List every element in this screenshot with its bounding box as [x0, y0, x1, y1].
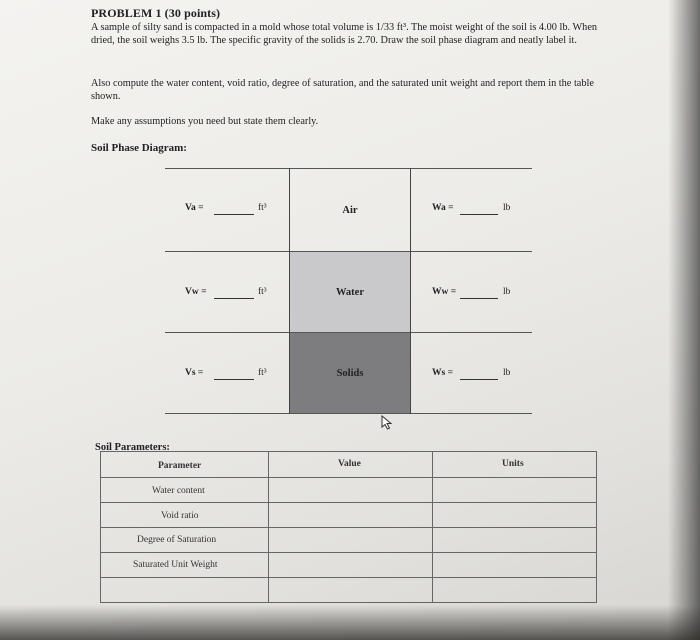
row-label-void-ratio: Void ratio — [161, 511, 199, 521]
photo-shadow-bottom — [0, 605, 700, 640]
diagram-air-water-line — [165, 251, 532, 252]
photo-shadow-right — [668, 0, 700, 640]
units-cell-saturated-unit-weight[interactable] — [432, 552, 597, 578]
value-cell-saturated-unit-weight[interactable] — [268, 552, 433, 578]
water-volume-unit: ft³ — [258, 287, 267, 297]
air-weight-label: Wa = — [432, 203, 454, 213]
header-value: Value — [338, 459, 361, 469]
mouse-pointer-icon — [380, 415, 394, 431]
solids-volume-unit: ft³ — [258, 368, 267, 378]
units-cell-degree-of-saturation[interactable] — [432, 527, 597, 553]
diagram-label: Soil Phase Diagram: — [91, 142, 187, 154]
units-cell-void-ratio[interactable] — [432, 502, 597, 528]
units-cell-water-content[interactable] — [432, 477, 597, 503]
phase-label-solids: Solids — [336, 368, 364, 379]
phase-label-air: Air — [342, 205, 358, 216]
diagram-bottom-line — [165, 413, 532, 414]
units-cell-empty[interactable] — [432, 577, 597, 603]
header-units: Units — [502, 459, 524, 469]
solids-weight-unit: lb — [503, 368, 511, 378]
header-parameter: Parameter — [158, 461, 202, 471]
parameters-table — [100, 451, 597, 603]
water-volume-blank[interactable] — [214, 298, 254, 299]
problem-assumptions-note: Make any assumptions you need but state them clearly. — [91, 116, 319, 127]
diagram-right-wall — [410, 168, 411, 414]
row-label-saturated-unit-weight: Saturated Unit Weight — [133, 560, 218, 570]
table-row — [100, 577, 269, 603]
value-cell-degree-of-saturation[interactable] — [268, 527, 433, 553]
air-weight-unit: lb — [503, 203, 511, 213]
water-weight-unit: lb — [503, 287, 511, 297]
value-cell-water-content[interactable] — [268, 477, 433, 503]
problem-instructions: Also compute the water content, void ratio, degree of saturation, and the saturated unit weight and report them in the table shown. — [91, 78, 594, 102]
water-volume-label: Vw = — [185, 287, 207, 297]
value-cell-empty[interactable] — [268, 577, 433, 603]
phase-label-water: Water — [336, 287, 364, 298]
air-volume-unit: ft³ — [258, 203, 267, 213]
value-cell-void-ratio[interactable] — [268, 502, 433, 528]
solids-volume-label: Vs = — [185, 368, 204, 378]
problem-statement: A sample of silty sand is compacted in a mold whose total volume is 1/33 ft³. The moist weight of the soil is 4.00 lb. When dried, the soil weighs 3.5 lb. The specific gravity of the solids is 2.70. Draw the soil phase diagram and neatly label it. — [91, 22, 598, 46]
parameters-label: Soil Parameters: — [95, 442, 170, 453]
problem-title: PROBLEM 1 (30 points) — [91, 6, 221, 20]
diagram-top-line — [165, 168, 532, 169]
air-volume-blank[interactable] — [214, 214, 254, 215]
air-volume-label: Va = — [185, 203, 204, 213]
air-weight-blank[interactable] — [460, 214, 498, 215]
row-label-water-content: Water content — [152, 486, 205, 496]
row-label-degree-of-saturation: Degree of Saturation — [137, 535, 217, 545]
diagram-water-solids-line — [165, 332, 532, 333]
water-weight-label: Ww = — [432, 287, 457, 297]
solids-volume-blank[interactable] — [214, 379, 254, 380]
solids-weight-label: Ws = — [432, 368, 453, 378]
water-weight-blank[interactable] — [460, 298, 498, 299]
solids-weight-blank[interactable] — [460, 379, 498, 380]
